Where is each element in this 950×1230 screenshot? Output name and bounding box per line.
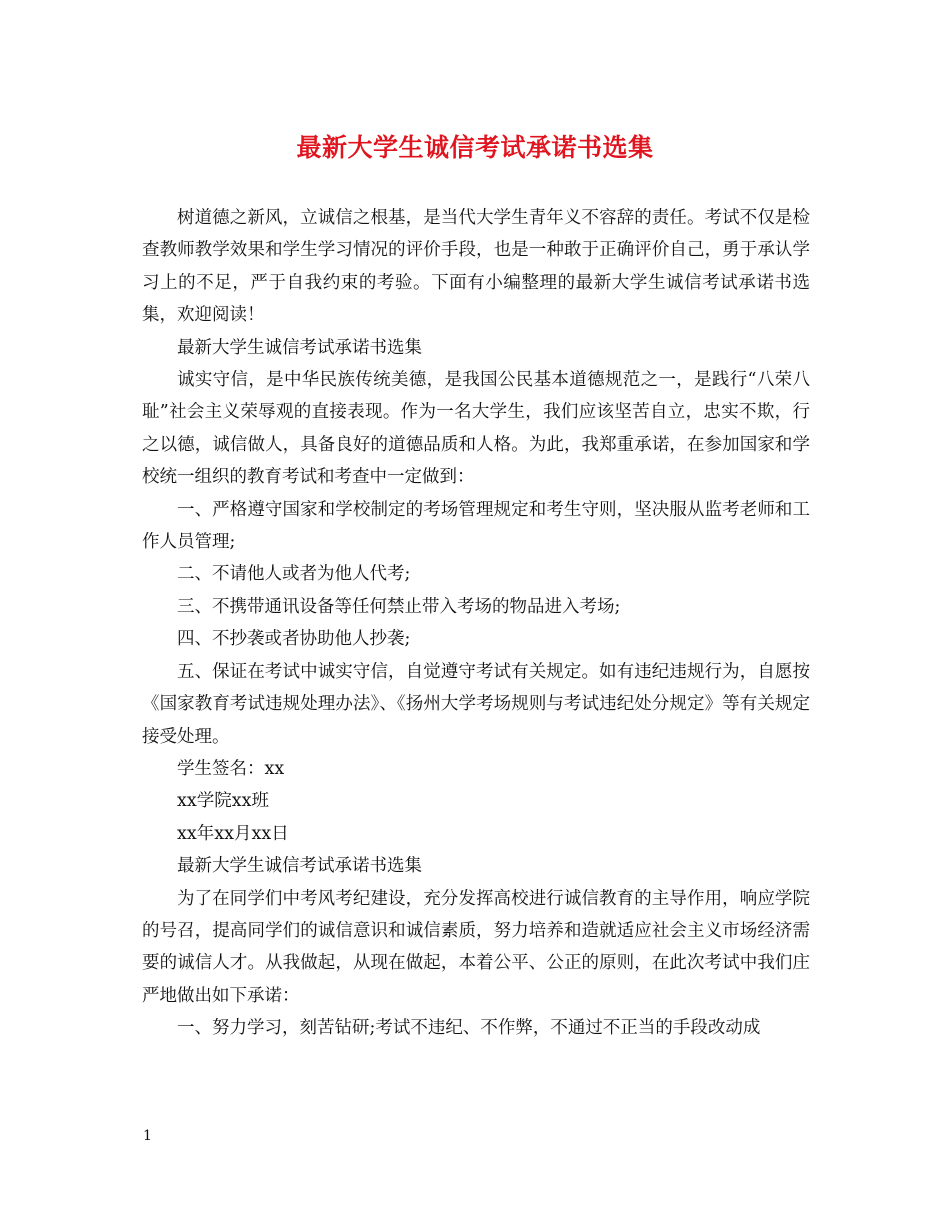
- page-number: 1: [143, 1128, 152, 1144]
- list-item: 一、努力学习，刻苦钻研;考试不违纪、不作弊，不通过不正当的手段改动成: [177, 1018, 761, 1039]
- body-paragraph: 为了在同学们中考风考纪建设，充分发挥高校进行诚信教育的主导作用，响应学院的号召，提高同学们的诚信意识和诚信素质，努力培养和造就适应社会主义市场经济需要的诚信人才。从我做起，从现在做起，本着公平、公正的原则，在此次考试中我们庄严地做出如下承诺：: [142, 888, 810, 1006]
- class-line: xx学院xx班: [177, 791, 269, 812]
- list-item: 三、不携带通讯设备等任何禁止带入考场的物品进入考场;: [177, 596, 621, 617]
- date-line: xx年xx月xx日: [177, 823, 289, 844]
- intro-paragraph: 树道德之新风，立诚信之根基，是当代大学生青年义不容辞的责任。考试不仅是检查教师教学效果和学生学习情况的评价手段，也是一种敢于正确评价自己，勇于承认学习上的不足，严于自我约束的考验。下面有小编整理的最新大学生诚信考试承诺书选集，欢迎阅读！: [142, 208, 810, 326]
- list-item: 一、严格遵守国家和学校制定的考场管理规定和考生守则，坚决服从监考老师和工作人员管理;: [142, 499, 810, 553]
- section-heading: 最新大学生诚信考试承诺书选集: [177, 337, 422, 358]
- body-paragraph: 诚实守信，是中华民族传统美德，是我国公民基本道德规范之一，是践行“八荣八耻”社会主义荣辱观的直接表现。作为一名大学生，我们应该坚苦自立，忠实不欺，行之以德，诚信做人，具备良好的道德品质和人格。为此，我郑重承诺，在参加国家和学校统一组织的教育考试和考查中一定做到：: [142, 370, 810, 488]
- document-body: [142, 202, 810, 1045]
- page-title: 最新大学生诚信考试承诺书选集: [296, 133, 654, 162]
- list-item: 四、不抄袭或者协助他人抄袭;: [177, 629, 411, 650]
- list-item: 二、不请他人或者为他人代考;: [177, 564, 411, 585]
- signature-line: 学生签名：xx: [177, 758, 285, 779]
- list-item: 五、保证在考试中诚实守信，自觉遵守考试有关规定。如有违纪违规行为，自愿按《国家教育考试违规处理办法》、《扬州大学考场规则与考试违纪处分规定》等有关规定接受处理。: [142, 661, 810, 747]
- section-heading: 最新大学生诚信考试承诺书选集: [177, 856, 422, 877]
